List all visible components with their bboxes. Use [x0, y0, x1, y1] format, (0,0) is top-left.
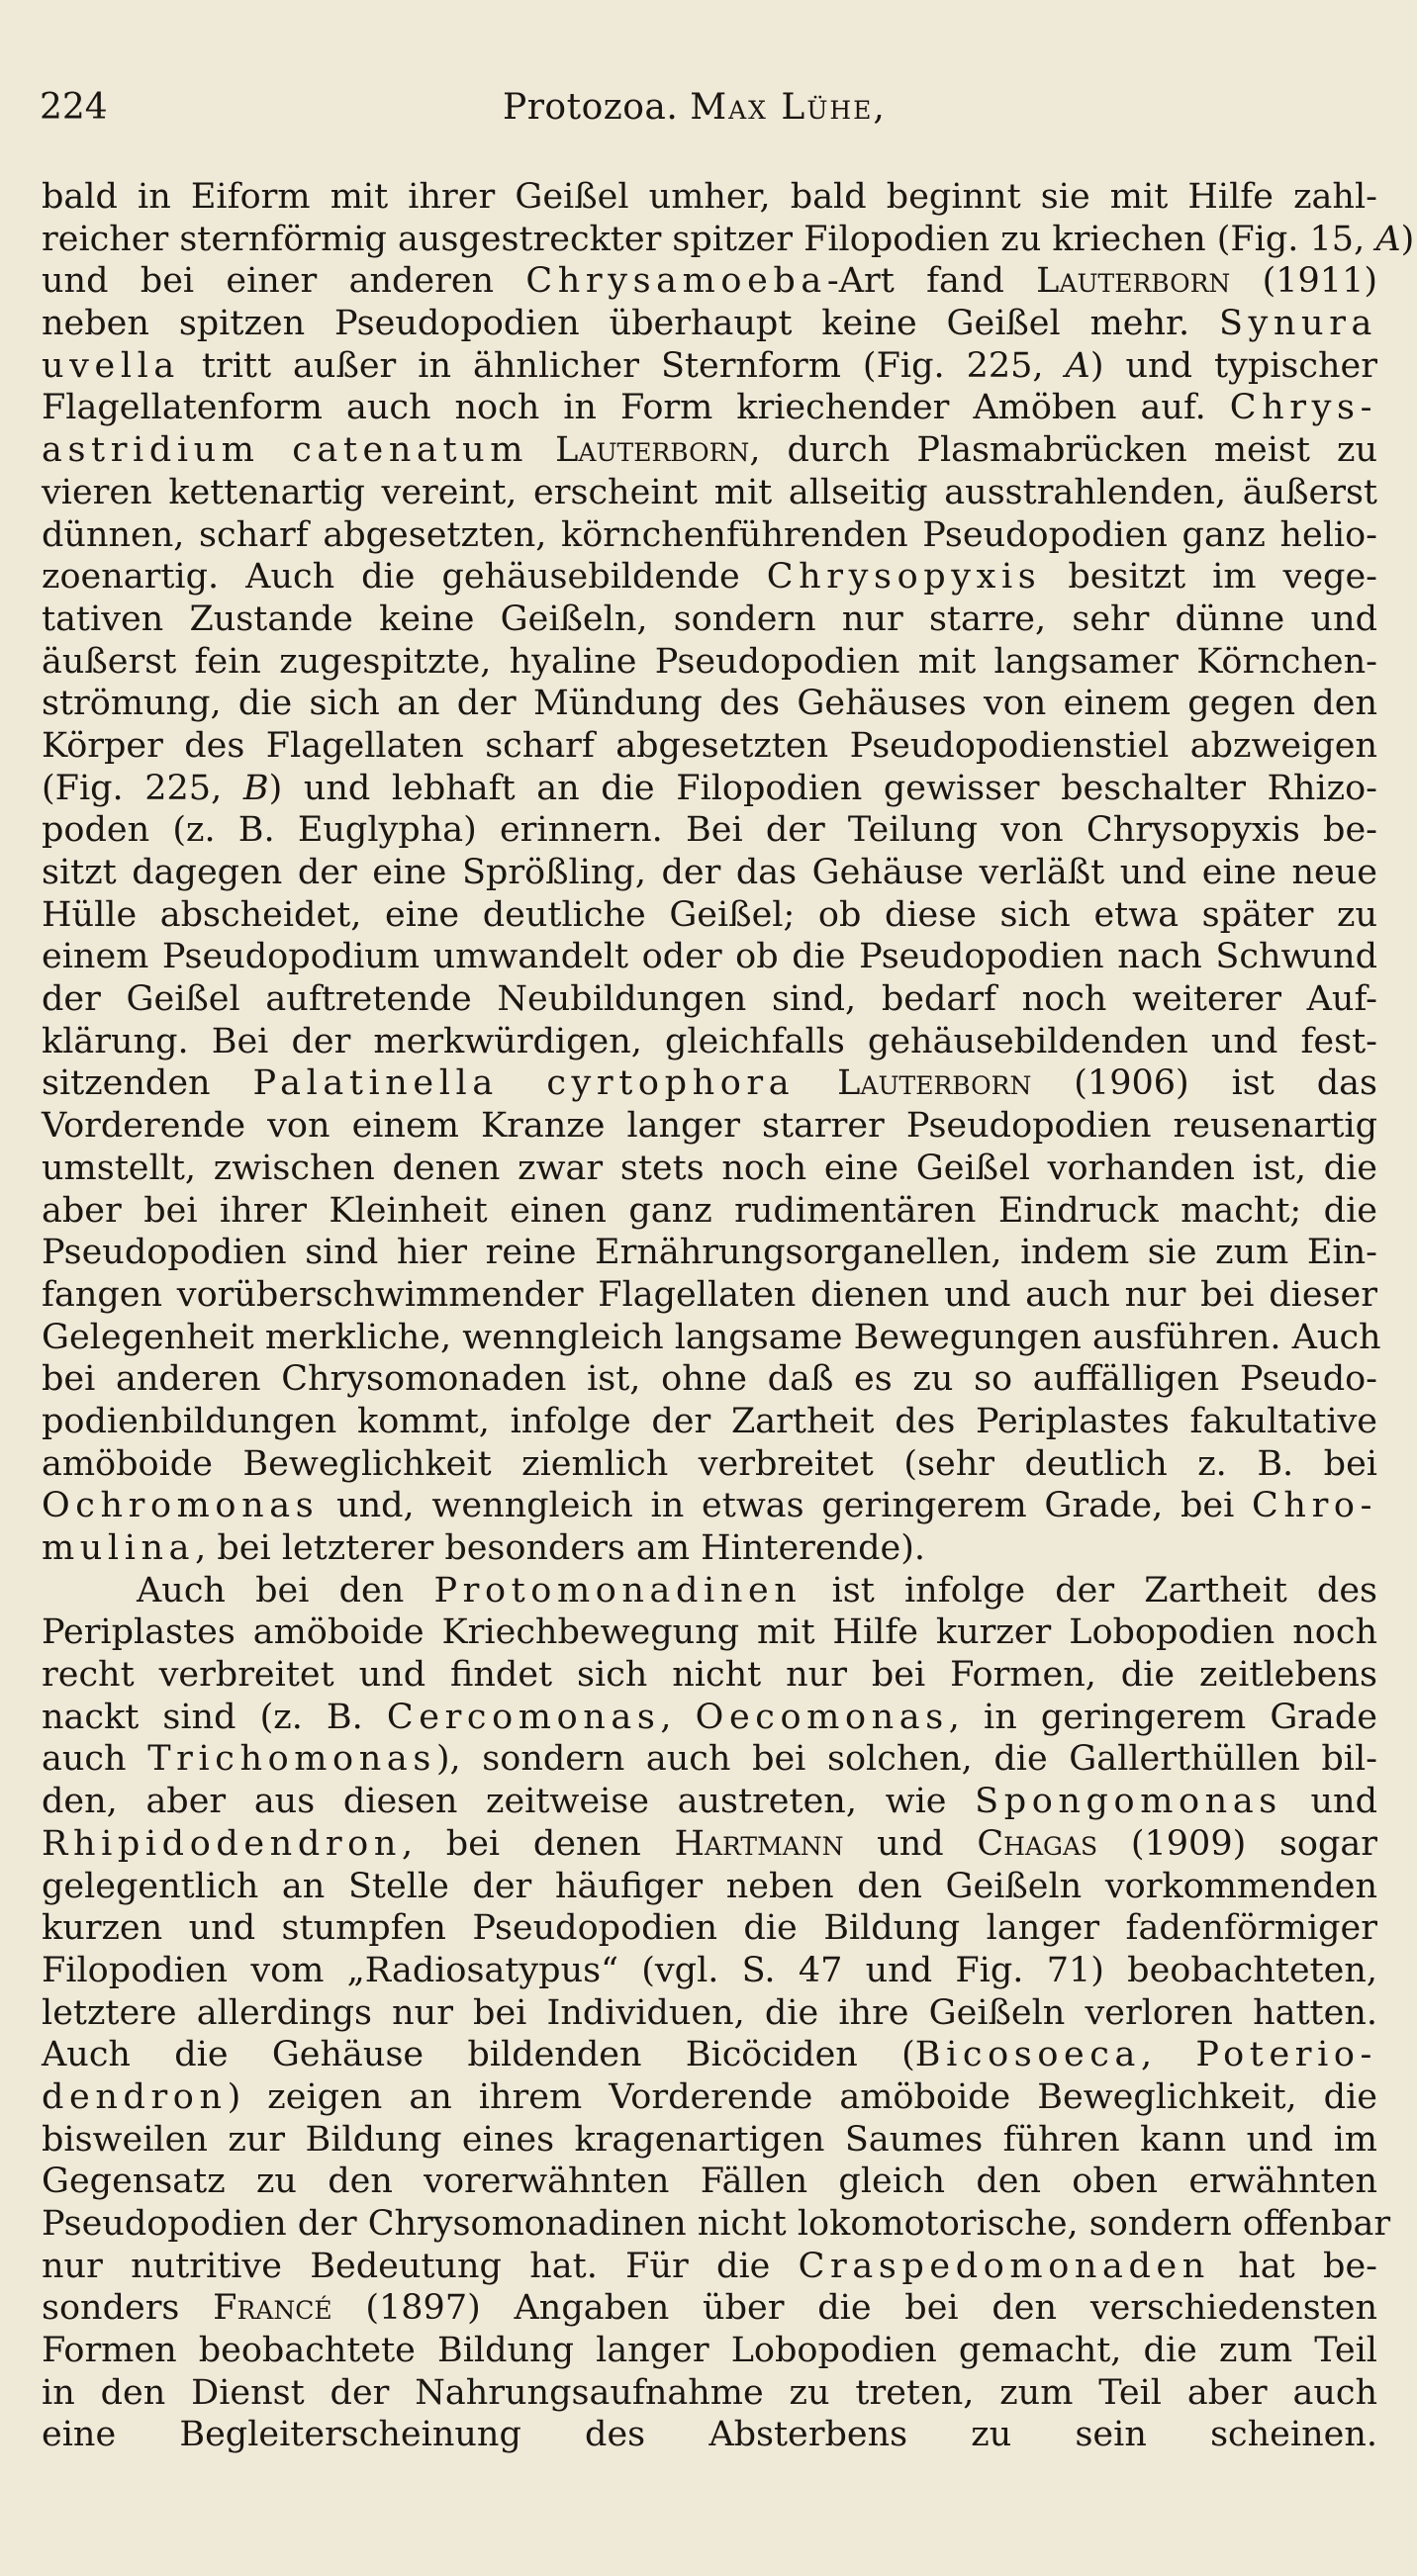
- author-name: Chagas: [977, 1823, 1098, 1864]
- text-line: [42, 2119, 1377, 2162]
- spaced-taxon: astridium catenatum: [42, 430, 529, 471]
- figure-label: B: [242, 768, 269, 808]
- text-line: [42, 2203, 1391, 2246]
- text-run: (1911): [1230, 261, 1377, 302]
- spaced-taxon: Protomonadinen: [433, 1570, 803, 1610]
- text-run: umstellt, zwischen denen zwar stets noch eine Geißel vorhanden ist, die: [42, 1148, 1377, 1188]
- text-run: Hülle abscheidet, eine deutliche Geißel; ob diese sich etwa später zu: [42, 894, 1377, 935]
- text-run: zoenartig. Auch die gehäusebildende: [42, 557, 767, 598]
- text-run: tativen Zustande keine Geißeln, sondern nur starre, sehr dünne und: [42, 598, 1377, 639]
- spaced-taxon: Chrys-: [1229, 388, 1377, 428]
- text-run: Gelegenheit merkliche, wenngleich langsame Bewegungen ausführen. Auch: [42, 1317, 1381, 1357]
- spaced-taxon: Ochromonas: [42, 1486, 320, 1526]
- text-run: Pseudopodien der Chrysomonadinen nicht lokomotorische, sondern offenbar: [42, 2204, 1391, 2244]
- running-head-author: Max Lühe,: [690, 87, 887, 128]
- text-run: ) und lebhaft an die Filopodien gewisser beschalter Rhizo-: [268, 768, 1377, 808]
- text-run: Auch die Gehäuse bildenden Bicöciden (: [42, 2035, 915, 2075]
- text-line: [42, 2246, 1377, 2288]
- spaced-taxon: uvella: [42, 345, 180, 386]
- spaced-taxon: Chrysamoeba: [525, 261, 827, 302]
- text-run: der Geißel auftretende Neubildungen sind, bedarf noch weiterer Auf-: [42, 979, 1377, 1020]
- text-line: [42, 303, 1377, 345]
- text-line: [42, 1823, 1377, 1866]
- text-run: Formen beobachtete Bildung langer Lobopodien gemacht, die zum Teil: [42, 2331, 1377, 2371]
- author-name: Lauterborn: [837, 1063, 1032, 1104]
- text-line: [42, 936, 1377, 978]
- text-run: nur nutritive Bedeutung hat. Für die: [42, 2246, 799, 2286]
- text-run: bei anderen Chrysomonaden ist, ohne daß es zu so auffälligen Pseudo-: [42, 1359, 1377, 1400]
- spaced-taxon: Poterio-: [1195, 2035, 1377, 2075]
- text-line: [42, 1950, 1377, 1992]
- text-run: ,: [660, 1697, 696, 1737]
- figure-label: A: [1065, 345, 1090, 386]
- text-line: [42, 260, 1377, 303]
- text-line: [42, 1062, 1377, 1105]
- page-header: [40, 87, 1375, 137]
- text-line: [42, 1485, 1377, 1527]
- text-line: [42, 1738, 1377, 1781]
- text-run: nackt sind (z. B.: [42, 1697, 387, 1737]
- running-title: Protozoa.: [503, 87, 679, 128]
- spaced-taxon: Spongomonas: [975, 1782, 1282, 1822]
- text-run: reicher sternförmig ausgestreckter spitzer Filopodien zu kriechen (Fig. 15,: [42, 219, 1376, 259]
- text-run: poden (z. B. Euglypha) erinnern. Bei der Teilung von Chrysopyxis be-: [42, 810, 1377, 851]
- text-run: sitzt dagegen der eine Sprößling, der das Gehäuse verläßt und eine neue: [42, 853, 1377, 892]
- text-line: [42, 176, 1377, 219]
- text-line: [42, 768, 1377, 810]
- text-run: eine Begleiterscheinung des Absterbens zu sein scheinen.: [42, 2415, 1377, 2455]
- text-run: Vorderende von einem Kranze langer starrer Pseudopodien reusenartig: [42, 1106, 1377, 1147]
- text-run: ): [1400, 219, 1415, 259]
- text-line: [42, 978, 1377, 1021]
- text-line: [42, 1148, 1377, 1190]
- text-run: (1909) sogar: [1097, 1823, 1377, 1864]
- spaced-taxon: dendron: [42, 2076, 228, 2117]
- spaced-taxon: Chrysopyxis: [766, 557, 1042, 598]
- spaced-taxon: Craspedomonaden: [798, 2246, 1210, 2286]
- text-run: den, aber aus diesen zeitweise austreten, wie: [42, 1782, 976, 1822]
- text-run: ) und typischer: [1089, 345, 1377, 386]
- spaced-taxon: Bicosoeca: [914, 2035, 1141, 2075]
- text-run: in den Dienst der Nahrungsaufnahme zu treten, zum Teil aber auch: [42, 2372, 1377, 2413]
- author-name: Lauterborn: [555, 430, 750, 471]
- text-line: [42, 1443, 1377, 1486]
- text-run: sonders: [42, 2288, 214, 2329]
- text-line: [42, 387, 1377, 429]
- text-line: [42, 2076, 1377, 2119]
- text-run: podienbildungen kommt, infolge der Zartheit des Periplastes fakultative: [42, 1401, 1377, 1441]
- text-line: [42, 345, 1377, 388]
- text-line: [42, 1570, 1377, 1612]
- text-run: recht verbreitet und findet sich nicht nur bei Formen, die zeitlebens: [42, 1655, 1377, 1696]
- text-run: und: [843, 1823, 978, 1864]
- page-number: 224: [40, 87, 108, 128]
- author-name: Lauterborn: [1036, 261, 1231, 302]
- spaced-taxon: Oecomonas: [695, 1697, 949, 1737]
- text-run: ist infolge der Zartheit des: [802, 1570, 1378, 1610]
- text-run: gelegentlich an Stelle der häufiger neben den Geißeln vorkommenden: [42, 1866, 1377, 1906]
- text-line: [42, 514, 1377, 557]
- text-run: ), sondern auch bei solchen, die Gallerthüllen bil-: [435, 1739, 1377, 1780]
- text-run: hat be-: [1209, 2246, 1377, 2286]
- text-run: klärung. Bei der merkwürdigen, gleichfalls gehäusebildenden und fest-: [42, 1021, 1377, 1061]
- text-run: neben spitzen Pseudopodien überhaupt keine Geißel mehr.: [42, 304, 1219, 344]
- text-line: [42, 641, 1377, 684]
- figure-label: A: [1375, 219, 1401, 259]
- text-run: [795, 1063, 837, 1103]
- text-run: Periplastes amöboide Kriechbewegung mit Hilfe kurzer Lobopodien noch: [42, 1612, 1377, 1653]
- text-line: [42, 1866, 1377, 1908]
- text-line: [42, 2330, 1377, 2372]
- running-head: [503, 87, 887, 128]
- text-line: [42, 2414, 1377, 2456]
- text-line: [42, 683, 1377, 725]
- text-line: [42, 1105, 1377, 1148]
- text-line: [42, 894, 1377, 937]
- text-line: [42, 1527, 1377, 1570]
- spaced-taxon: Palatinella cyrtophora: [252, 1063, 796, 1104]
- text-run: und bei einer anderen: [42, 261, 526, 302]
- text-run: strömung, die sich an der Mündung des Gehäuses von einem gegen den: [42, 684, 1377, 724]
- text-line: [42, 1232, 1377, 1274]
- text-line: [42, 1611, 1377, 1654]
- text-run: (Fig. 225,: [42, 768, 243, 808]
- text-run: ,: [1140, 2035, 1196, 2075]
- text-line: [42, 1654, 1377, 1697]
- text-run: bisweilen zur Bildung eines kragenartigen Saumes führen kann und im: [42, 2119, 1377, 2160]
- text-line: [42, 472, 1377, 514]
- text-line: [42, 2287, 1377, 2330]
- text-line: [42, 725, 1377, 768]
- text-line: [42, 1992, 1377, 2035]
- text-run: und: [1281, 1782, 1377, 1822]
- text-line: [42, 2034, 1377, 2076]
- text-line: [42, 1401, 1377, 1443]
- body-text: [42, 176, 1415, 2456]
- text-run: auch: [42, 1739, 148, 1780]
- text-run: [528, 430, 555, 470]
- text-run: -Art fand: [826, 261, 1037, 302]
- text-run: vieren kettenartig vereint, erscheint mit allseitig ausstrahlenden, äußerst: [42, 472, 1377, 512]
- text-line: [42, 1274, 1377, 1317]
- text-run: Auch bei den: [137, 1570, 434, 1610]
- text-run: äußerst fein zugespitzte, hyaline Pseudopodien mit langsamer Körnchen-: [42, 641, 1377, 682]
- text-run: Filopodien vom „Radiosatypus“ (vgl. S. 47 und Fig. 71) beobachteten,: [42, 1950, 1377, 1990]
- text-run: einem Pseudopodium umwandelt oder ob die Pseudopodien nach Schwund: [42, 937, 1377, 977]
- text-run: amöboide Beweglichkeit ziemlich verbreitet (sehr deutlich z. B. bei: [42, 1443, 1377, 1484]
- spaced-taxon: Cercomonas: [386, 1697, 661, 1737]
- text-run: ) zeigen an ihrem Vorderende amöboide Beweglichkeit, die: [227, 2076, 1377, 2117]
- text-run: Körper des Flagellaten scharf abgesetzten Pseudopodienstiel abzweigen: [42, 725, 1377, 766]
- text-run: besitzt im vege-: [1041, 557, 1377, 598]
- text-line: [42, 429, 1377, 472]
- spaced-taxon: mulina: [42, 1528, 196, 1568]
- text-line: [42, 2372, 1377, 2415]
- text-line: [42, 2161, 1377, 2203]
- text-run: , bei denen: [401, 1823, 675, 1864]
- text-run: Flagellatenform auch noch in Form kriechender Amöben auf.: [42, 388, 1230, 428]
- text-run: und, wenngleich in etwas geringerem Grade, bei: [319, 1486, 1253, 1526]
- text-run: , bei letzterer besonders am Hinterende).: [195, 1528, 926, 1568]
- text-line: [42, 852, 1377, 894]
- text-line: [42, 219, 1415, 261]
- text-line: [42, 556, 1377, 598]
- spaced-taxon: Synura: [1218, 304, 1377, 344]
- spaced-taxon: Trichomonas: [147, 1739, 436, 1780]
- text-line: [42, 1697, 1377, 1739]
- text-run: aber bei ihrer Kleinheit einen ganz rudimentären Eindruck macht; die: [42, 1190, 1377, 1231]
- text-run: fangen vorüberschwimmender Flagellaten dienen und auch nur bei dieser: [42, 1274, 1377, 1315]
- text-run: sitzenden: [42, 1063, 253, 1104]
- text-run: , in geringerem Grade: [948, 1697, 1377, 1737]
- text-line: [42, 1317, 1381, 1359]
- text-run: Pseudopodien sind hier reine Ernährungsorganellen, indem sie zum Ein-: [42, 1233, 1377, 1273]
- text-line: [42, 1358, 1377, 1401]
- text-run: tritt außer in ähnlicher Sternform (Fig. 225,: [179, 345, 1066, 386]
- text-line: [42, 598, 1377, 641]
- text-line: [42, 1190, 1377, 1233]
- text-run: Gegensatz zu den vorerwähnten Fällen gleich den oben erwähnten: [42, 2162, 1377, 2202]
- text-run: kurzen und stumpfen Pseudopodien die Bildung langer fadenförmiger: [42, 1908, 1377, 1949]
- text-line: [42, 1781, 1377, 1823]
- text-line: [42, 809, 1377, 852]
- author-name: Hartmann: [674, 1823, 844, 1864]
- text-run: , durch Plasmabrücken meist zu: [749, 430, 1378, 471]
- text-run: letztere allerdings nur bei Individuen, die ihre Geißeln verloren hatten.: [42, 1992, 1377, 2033]
- text-line: [42, 1021, 1377, 1063]
- spaced-taxon: Rhipidodendron: [42, 1823, 402, 1864]
- spaced-taxon: Chro-: [1252, 1486, 1377, 1526]
- text-run: dünnen, scharf abgesetzten, körnchenführenden Pseudopodien ganz helio-: [42, 514, 1377, 555]
- text-line: [42, 1907, 1377, 1950]
- text-run: (1897) Angaben über die bei den verschiedensten: [331, 2288, 1377, 2329]
- text-run: bald in Eiform mit ihrer Geißel umher, bald beginnt sie mit Hilfe zahl-: [42, 177, 1377, 217]
- text-run: (1906) ist das: [1031, 1063, 1378, 1104]
- author-name: Francé: [213, 2288, 332, 2329]
